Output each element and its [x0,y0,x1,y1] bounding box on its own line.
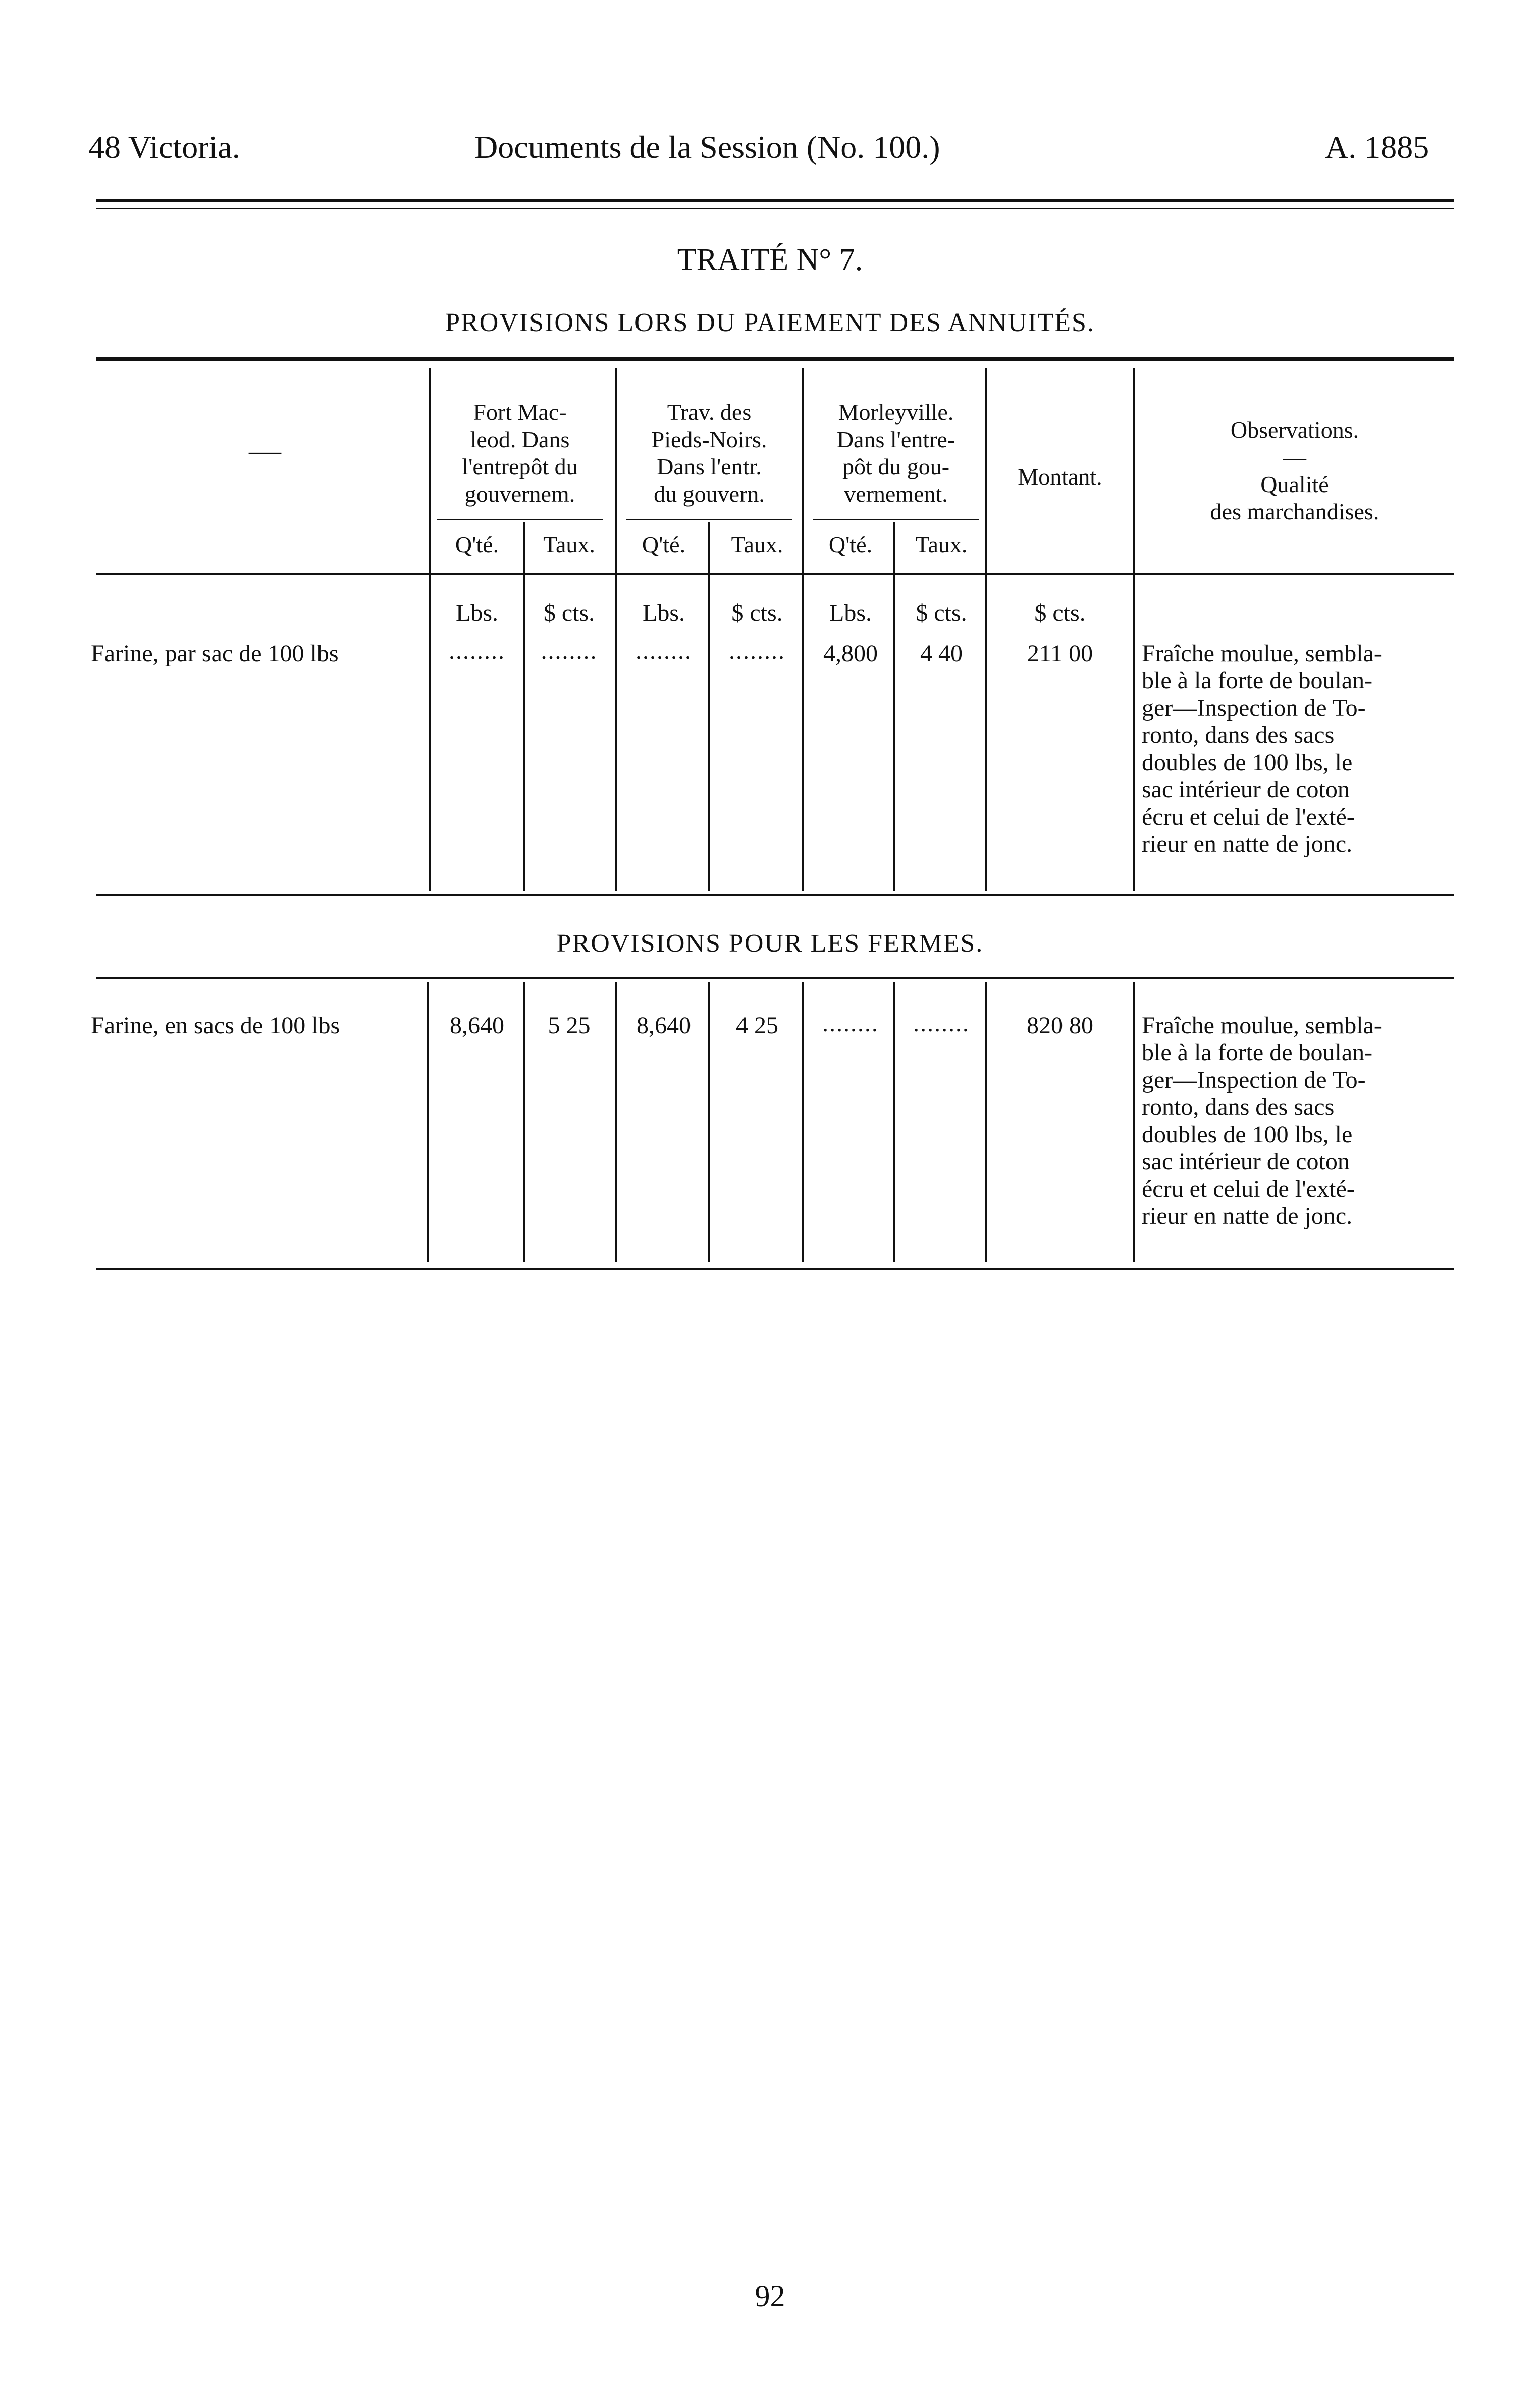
pn-taux-header: Taux. [731,531,783,557]
subrule-fort-macleod [437,519,603,520]
section2-top-rule [96,977,1454,979]
col-divider [708,982,710,1262]
pn-taux-value: ........ [729,637,785,664]
header-bottom-rule [96,573,1454,575]
col-divider [893,522,895,891]
fm-qte-value: 8,640 [450,1012,504,1039]
mv-taux-unit: $ cts. [916,600,967,626]
col-pieds-noirs: Trav. des Pieds-Noirs. Dans l'entr. du gouvern. [651,399,767,507]
col-divider [893,982,895,1262]
page-number: 92 [755,2279,785,2313]
subrule-pieds-noirs [626,519,792,520]
table-top-rule [96,357,1454,361]
col-divider [985,368,987,891]
col-divider [708,522,710,891]
table-row-label: Farine, en sacs de 100 lbs [91,1012,340,1039]
mv-qte-header: Q'té. [828,531,873,557]
mv-taux-value: 4 40 [920,640,963,667]
col-morleyville: Morleyville. Dans l'entre- pôt du gou- vernement. [836,399,955,507]
col-divider [615,368,617,891]
col-divider [802,982,804,1262]
pn-qte-value: ........ [635,637,692,664]
page-title: TRAITÉ N° 7. [677,243,863,277]
table-bottom-rule [96,1268,1454,1270]
col-divider [429,368,431,891]
pn-taux-unit: $ cts. [731,600,783,626]
observations-text: Fraîche moulue, sembla- ble à la forte de boulan- ger—Inspection de To- ronto, dans des sacs doubles de 100 lbs, le sac intérieur de coton écru et celui de l'exté- rieur en natte de jonc. [1142,640,1382,858]
montant-unit: $ cts. [1034,600,1086,626]
fm-taux-value: 5 25 [548,1012,591,1039]
montant-value: 820 80 [1027,1012,1093,1039]
section1-title: PROVISIONS LORS DU PAIEMENT DES ANNUITÉS. [445,308,1095,337]
mv-taux-header: Taux. [915,531,968,557]
section1-bottom-rule [96,894,1454,896]
mv-qte-value: 4,800 [823,640,878,667]
montant-value: 211 00 [1027,640,1093,667]
first-column-dash: — [249,432,281,468]
fm-qte-header: Q'té. [455,531,499,557]
col-montant: Montant. [1018,464,1102,490]
mv-qte-unit: Lbs. [829,600,872,626]
header-right: A. 1885 [1325,129,1429,165]
observations-text: Fraîche moulue, sembla- ble à la forte de boulan- ger—Inspection de To- ronto, dans des sacs doubles de 100 lbs, le sac intérieur de coton écru et celui de l'exté- rieur en natte de jonc. [1142,1012,1382,1230]
pn-qte-unit: Lbs. [643,600,685,626]
col-divider [802,368,804,891]
col-observations: Observations. — Qualité des marchandises. [1210,417,1379,524]
header-center: Documents de la Session (No. 100.) [474,129,940,165]
fm-taux-value: ........ [541,637,598,664]
header-rule-bottom [96,208,1454,209]
subrule-morleyville [813,519,979,520]
col-divider [523,522,525,891]
pn-taux-value: 4 25 [736,1012,778,1039]
fm-qte-value: ........ [449,637,505,664]
fm-taux-header: Taux. [543,531,595,557]
col-divider [523,982,525,1262]
fm-qte-unit: Lbs. [456,600,498,626]
pn-qte-value: 8,640 [636,1012,691,1039]
table-row-label: Farine, par sac de 100 lbs [91,640,339,667]
col-divider [427,982,429,1262]
col-divider [1133,368,1135,891]
pn-qte-header: Q'té. [642,531,686,557]
col-fort-macleod: Fort Mac- leod. Dans l'entrepôt du gouvernem. [462,399,578,507]
mv-qte-value: ........ [822,1010,879,1037]
section2-title: PROVISIONS POUR LES FERMES. [556,929,984,958]
header-rule-top [96,199,1454,202]
header-left: 48 Victoria. [88,129,240,165]
col-divider [1133,982,1135,1262]
mv-taux-value: ........ [913,1010,970,1037]
col-divider [985,982,987,1262]
col-divider [615,982,617,1262]
fm-taux-unit: $ cts. [543,600,595,626]
